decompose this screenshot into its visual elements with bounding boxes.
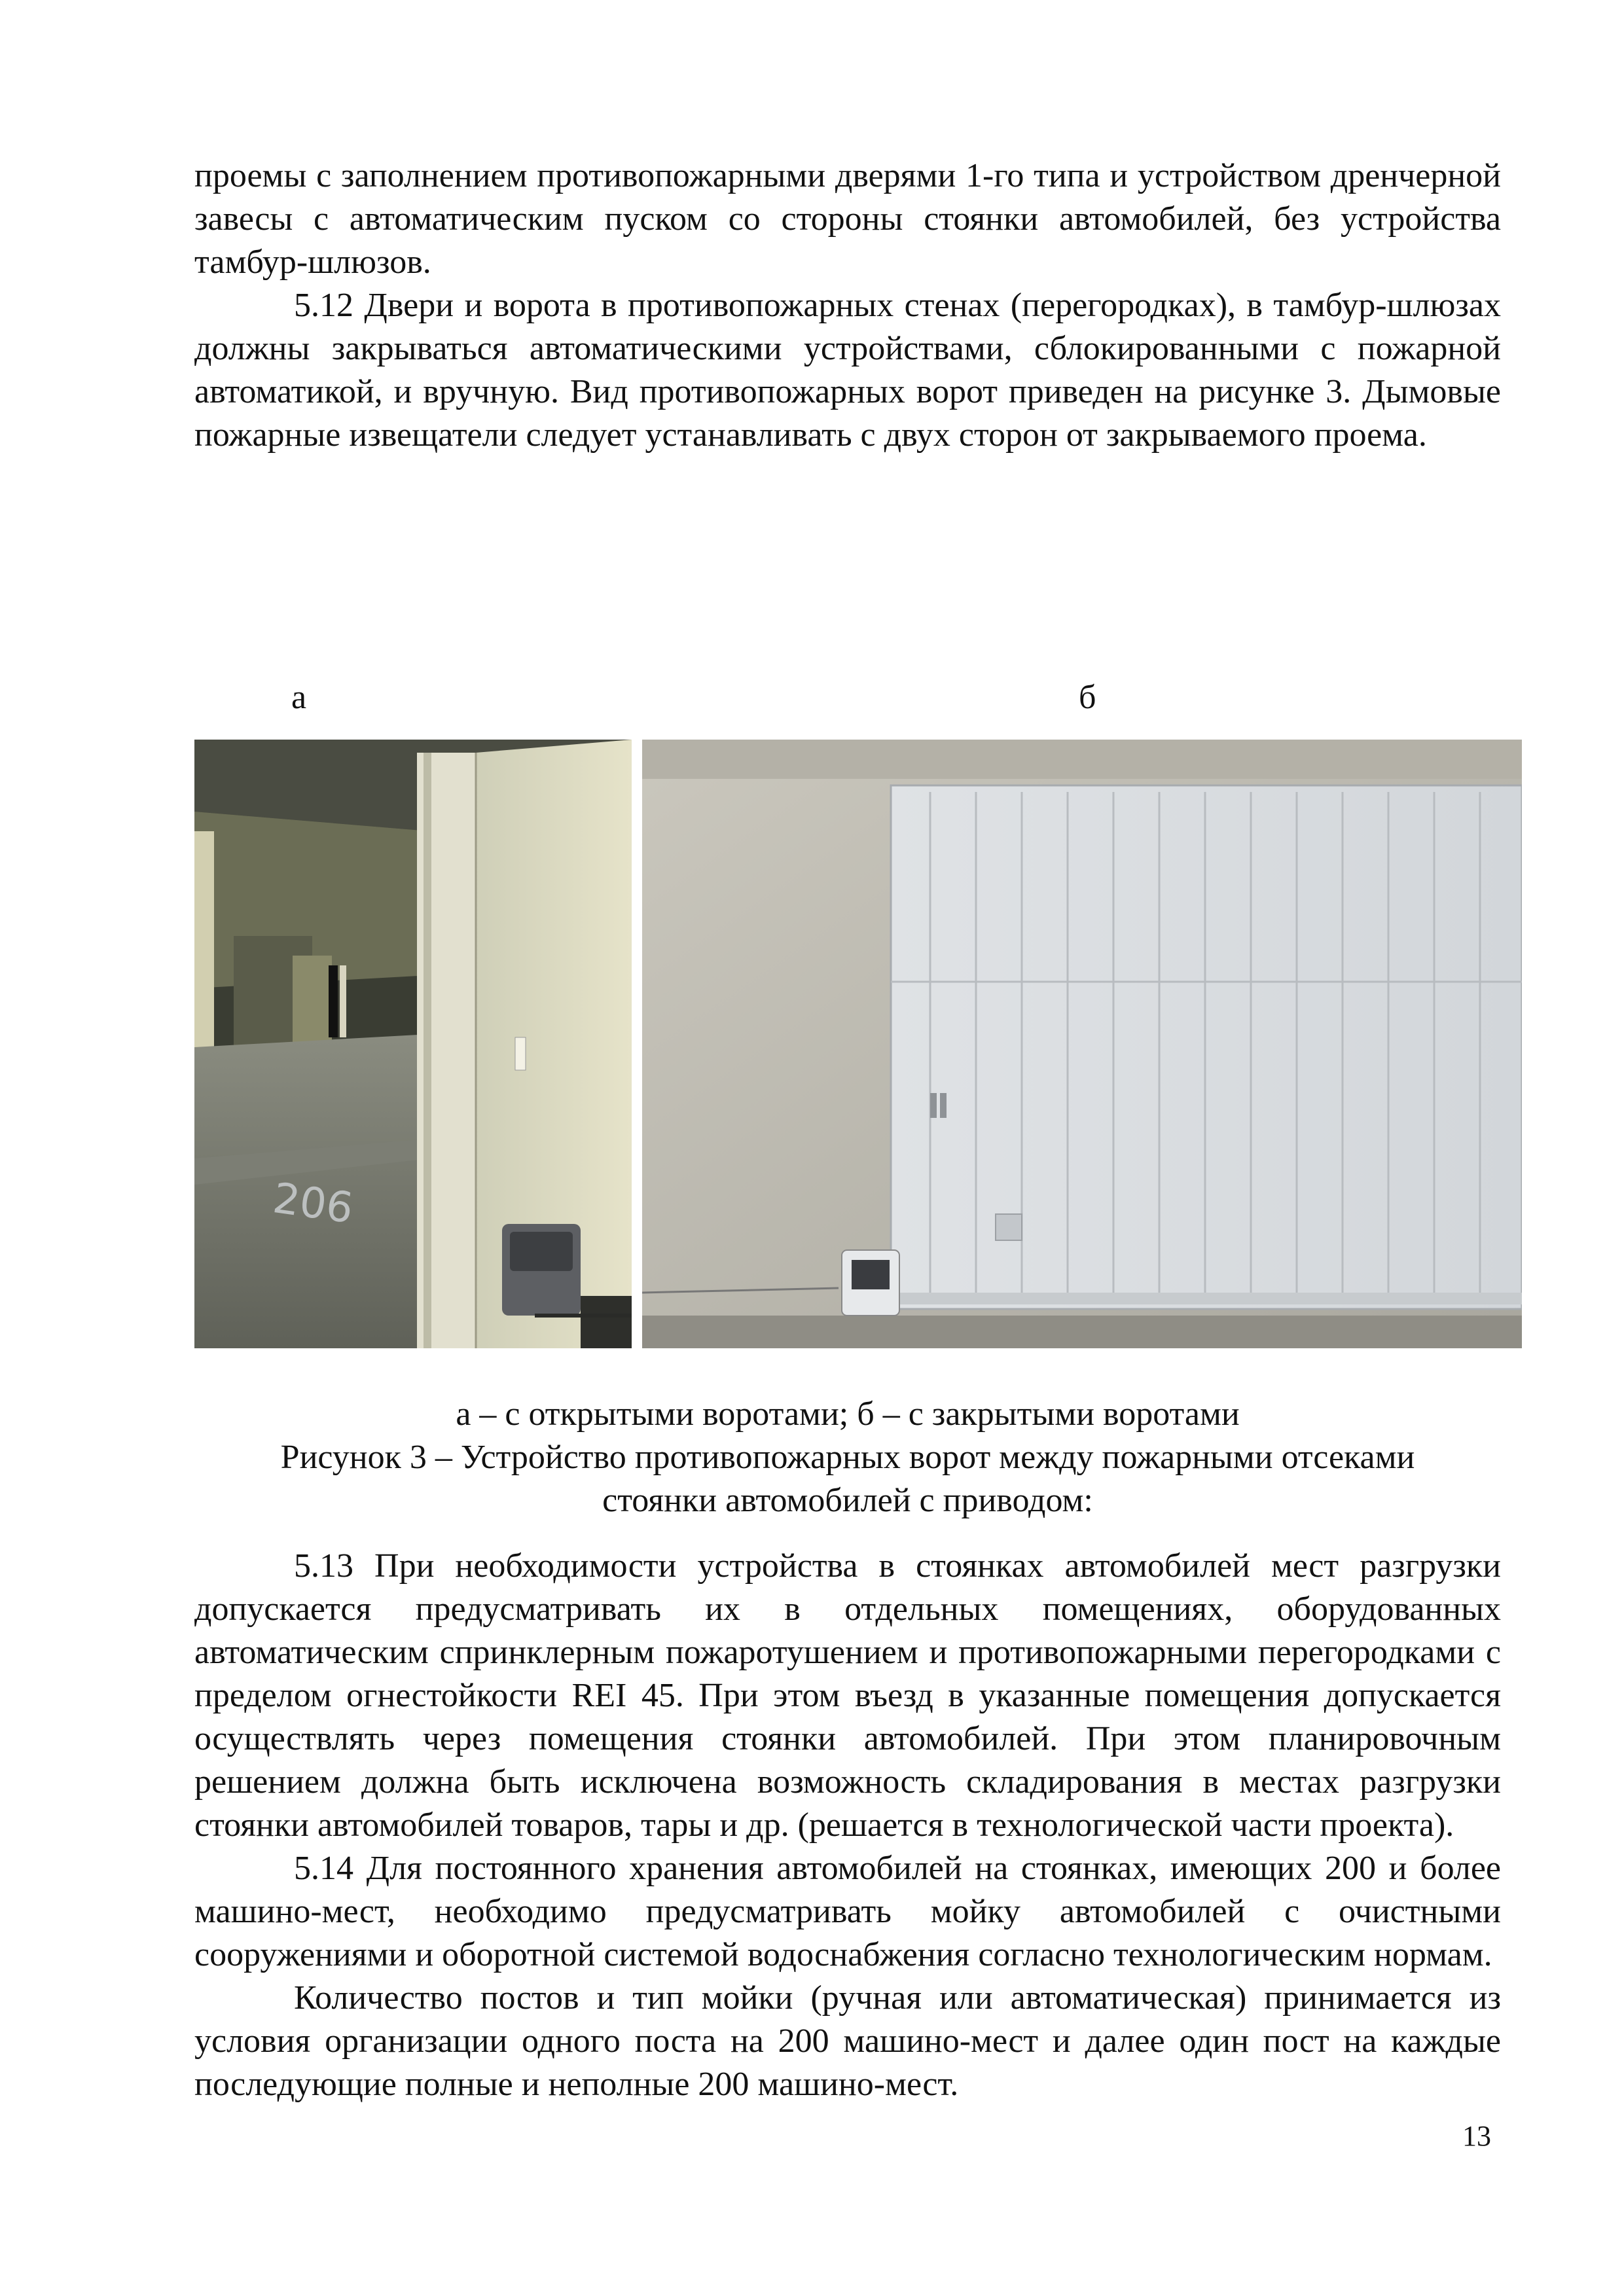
paragraph-car-wash: Количество постов и тип мойки (ручная или автоматическая) принимается из условия организации одного поста на 200 машино-мест и далее один пост на каждые последующие полные и неполные 200 машино-мест.: [194, 1979, 1501, 2103]
photo-open-gate: [194, 740, 632, 1348]
paragraph-continuation: проемы с заполнением противопожарными дверями 1-го типа и устройством дренчерной завесы с автоматическим пуском со стороны стоянки автомобилей, без устройства тамбур-шлюзов.: [194, 157, 1501, 281]
figure-subcaption: а – с открытыми воротами; б – с закрытыми воротами: [456, 1395, 1240, 1433]
paragraph-5-13: 5.13 При необходимости устройства в стоянках автомобилей мест разгрузки допускается предусматривать их в отдельных помещениях, оборудованных автоматическим спринклерным пожаротушением и противопожарными перегородками с пределом огнестойкости REI 45. При этом въезд в указанные помещения допускается осуществлять через помещения стоянки автомобилей. При этом планировочным решением должна быть исключена возможность складирования в местах разгрузки стоянки автомобилей товаров, тары и др. (решается в технологической части проекта).: [194, 1547, 1501, 1844]
figure-caption-line1: Рисунок 3 – Устройство противопожарных ворот между пожарными отсеками: [280, 1439, 1415, 1476]
figure-caption: [194, 1393, 1501, 1522]
paragraph-5-12: 5.12 Двери и ворота в противопожарных стенах (перегородках), в тамбур-шлюзах должны закрываться автоматическими устройствами, сблокированными с пожарной автоматикой, и вручную. Вид противопожарных ворот приведен на рисунке 3. Дымовые пожарные извещатели следует устанавливать с двух сторон от закрываемого проема.: [194, 287, 1501, 454]
photo-closed-gate: [642, 740, 1522, 1348]
lower-text: [194, 1545, 1501, 2106]
figure-labels: [194, 678, 1501, 730]
figure-label-b: б: [1079, 679, 1096, 716]
figure-caption-line2: стоянки автомобилей с приводом:: [602, 1482, 1093, 1519]
paragraph-5-14: 5.14 Для постоянного хранения автомобилей на стоянках, имеющих 200 и более машино-мест, необходимо предусматривать мойку автомобилей с очистными сооружениями и оборотной системой водоснабжения согласно технологическим нормам.: [194, 1850, 1501, 1973]
page-number: 13: [1462, 2120, 1491, 2152]
figure-label-a: а: [291, 679, 307, 716]
document-page: [194, 154, 1501, 2103]
parking-number: 206: [270, 1174, 356, 1234]
